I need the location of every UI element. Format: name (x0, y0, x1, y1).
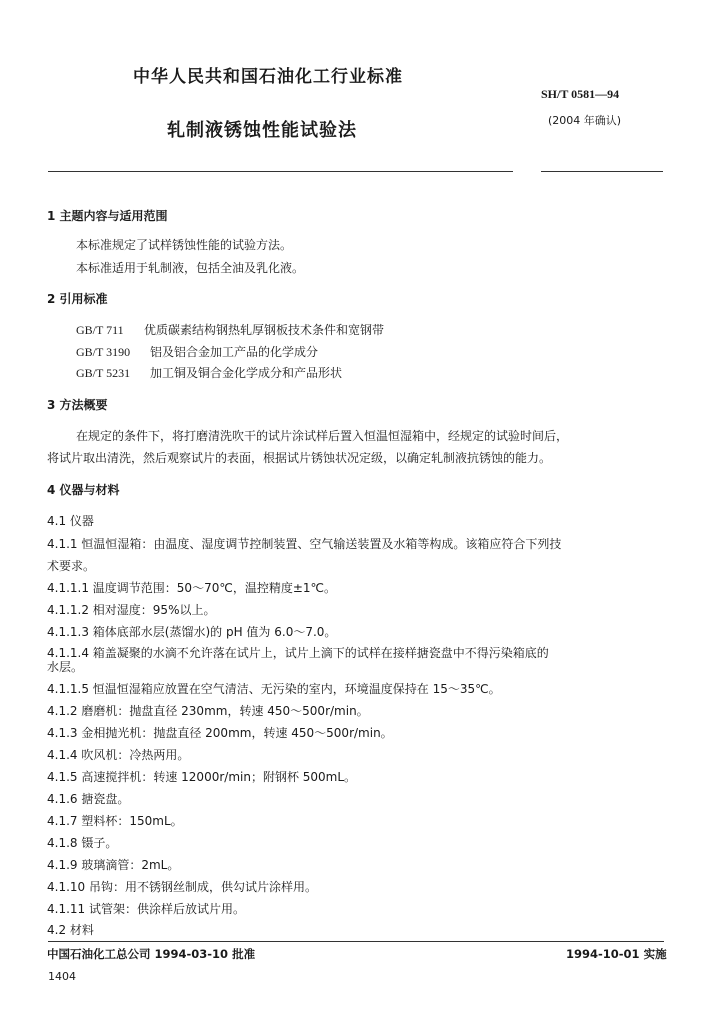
item-4-1-1-3: 4.1.1.3 箱体底部水层(蒸馏水)的 pH 值为 6.0～7.0。 (47, 625, 337, 639)
item-4-1-1-line-2: 术要求。 (47, 559, 96, 573)
section-3-line-1: 在规定的条件下，将打磨清洗吹干的试片涂试样后置入恒温恒湿箱中，经规定的试验时间后， (76, 429, 569, 443)
footer-rule (48, 941, 664, 942)
effective-date: 1994-10-01 实施 (566, 947, 667, 961)
reference-item (76, 343, 318, 360)
header-rule-left (48, 171, 513, 172)
item-4-1-9: 4.1.9 玻璃滴管：2mL。 (47, 858, 180, 872)
item-4-1-1-4-line-2: 水层。 (47, 660, 84, 674)
reference-item (76, 364, 342, 381)
item-4-1-1-2: 4.1.1.2 相对湿度：95%以上。 (47, 603, 216, 617)
reference-code: GB/T 3190 (76, 345, 131, 359)
item-4-1-2: 4.1.2 磨磨机：抛盘直径 230mm，转速 450～500r/min。 (47, 704, 369, 718)
item-4-1-6: 4.1.6 搪瓷盘。 (47, 792, 130, 806)
approval-line: 中国石油化工总公司 1994-03-10 批准 (47, 947, 256, 961)
confirmation-year: (2004 年确认) (548, 114, 622, 127)
item-4-1-1-line-1: 4.1.1 恒温恒湿箱：由温度、湿度调节控制装置、空气输送装置及水箱等构成。该箱应符合下列技 (47, 537, 562, 551)
item-4-1: 4.1 仪器 (47, 514, 94, 528)
item-4-1-11: 4.1.11 试管架：供涂样后放试片用。 (47, 902, 245, 916)
reference-title: 加工铜及铜合金化学成分和产品形状 (150, 366, 343, 380)
item-4-1-1-4-line-1: 4.1.1.4 箱盖凝聚的水滴不允许落在试片上，试片上滴下的试样在接样搪瓷盘中不得污染箱底的 (47, 646, 549, 660)
reference-title: 铝及铝合金加工产品的化学成分 (150, 345, 319, 359)
industry-standard-title: 中华人民共和国石油化工行业标准 (133, 67, 403, 87)
section-3-heading: 3 方法概要 (47, 398, 108, 412)
item-4-1-4: 4.1.4 吹风机：冷热两用。 (47, 748, 190, 762)
item-4-1-8: 4.1.8 镊子。 (47, 836, 118, 850)
section-1-paragraph-2: 本标准适用于轧制液，包括全油及乳化液。 (76, 261, 305, 275)
item-4-1-5: 4.1.5 高速搅拌机：转速 12000r/min；附钢杯 500mL。 (47, 770, 357, 784)
section-1-heading: 1 主题内容与适用范围 (47, 209, 168, 223)
document-title: 轧制液锈蚀性能试验法 (167, 120, 357, 141)
item-4-1-10: 4.1.10 吊钩：用不锈钢丝制成，供勾试片涂样用。 (47, 880, 317, 894)
item-4-1-1-1: 4.1.1.1 温度调节范围：50～70℃，温控精度±1℃。 (47, 581, 336, 595)
section-1-paragraph-1: 本标准规定了试样锈蚀性能的试验方法。 (76, 238, 293, 252)
section-2-heading: 2 引用标准 (47, 292, 108, 306)
section-4-heading: 4 仪器与材料 (47, 483, 120, 497)
standard-code: SH/T 0581—94 (541, 87, 620, 101)
section-3-line-2: 将试片取出清洗，然后观察试片的表面，根据试片锈蚀状况定级，以确定轧制液抗锈蚀的能力。 (47, 451, 552, 465)
item-4-1-7: 4.1.7 塑料杯：150mL。 (47, 814, 183, 828)
header-rule-right (541, 171, 663, 172)
item-4-1-3: 4.1.3 金相抛光机：抛盘直径 200mm，转速 450～500r/min。 (47, 726, 393, 740)
reference-item (76, 321, 384, 338)
reference-code: GB/T 711 (76, 323, 124, 337)
item-4-2: 4.2 材料 (47, 923, 94, 937)
reference-title: 优质碳素结构钢热轧厚钢板技术条件和宽钢带 (144, 323, 385, 337)
reference-code: GB/T 5231 (76, 366, 131, 380)
page-number: 1404 (48, 970, 76, 983)
item-4-1-1-5: 4.1.1.5 恒温恒湿箱应放置在空气清洁、无污染的室内，环境温度保持在 15～35℃。 (47, 682, 501, 696)
